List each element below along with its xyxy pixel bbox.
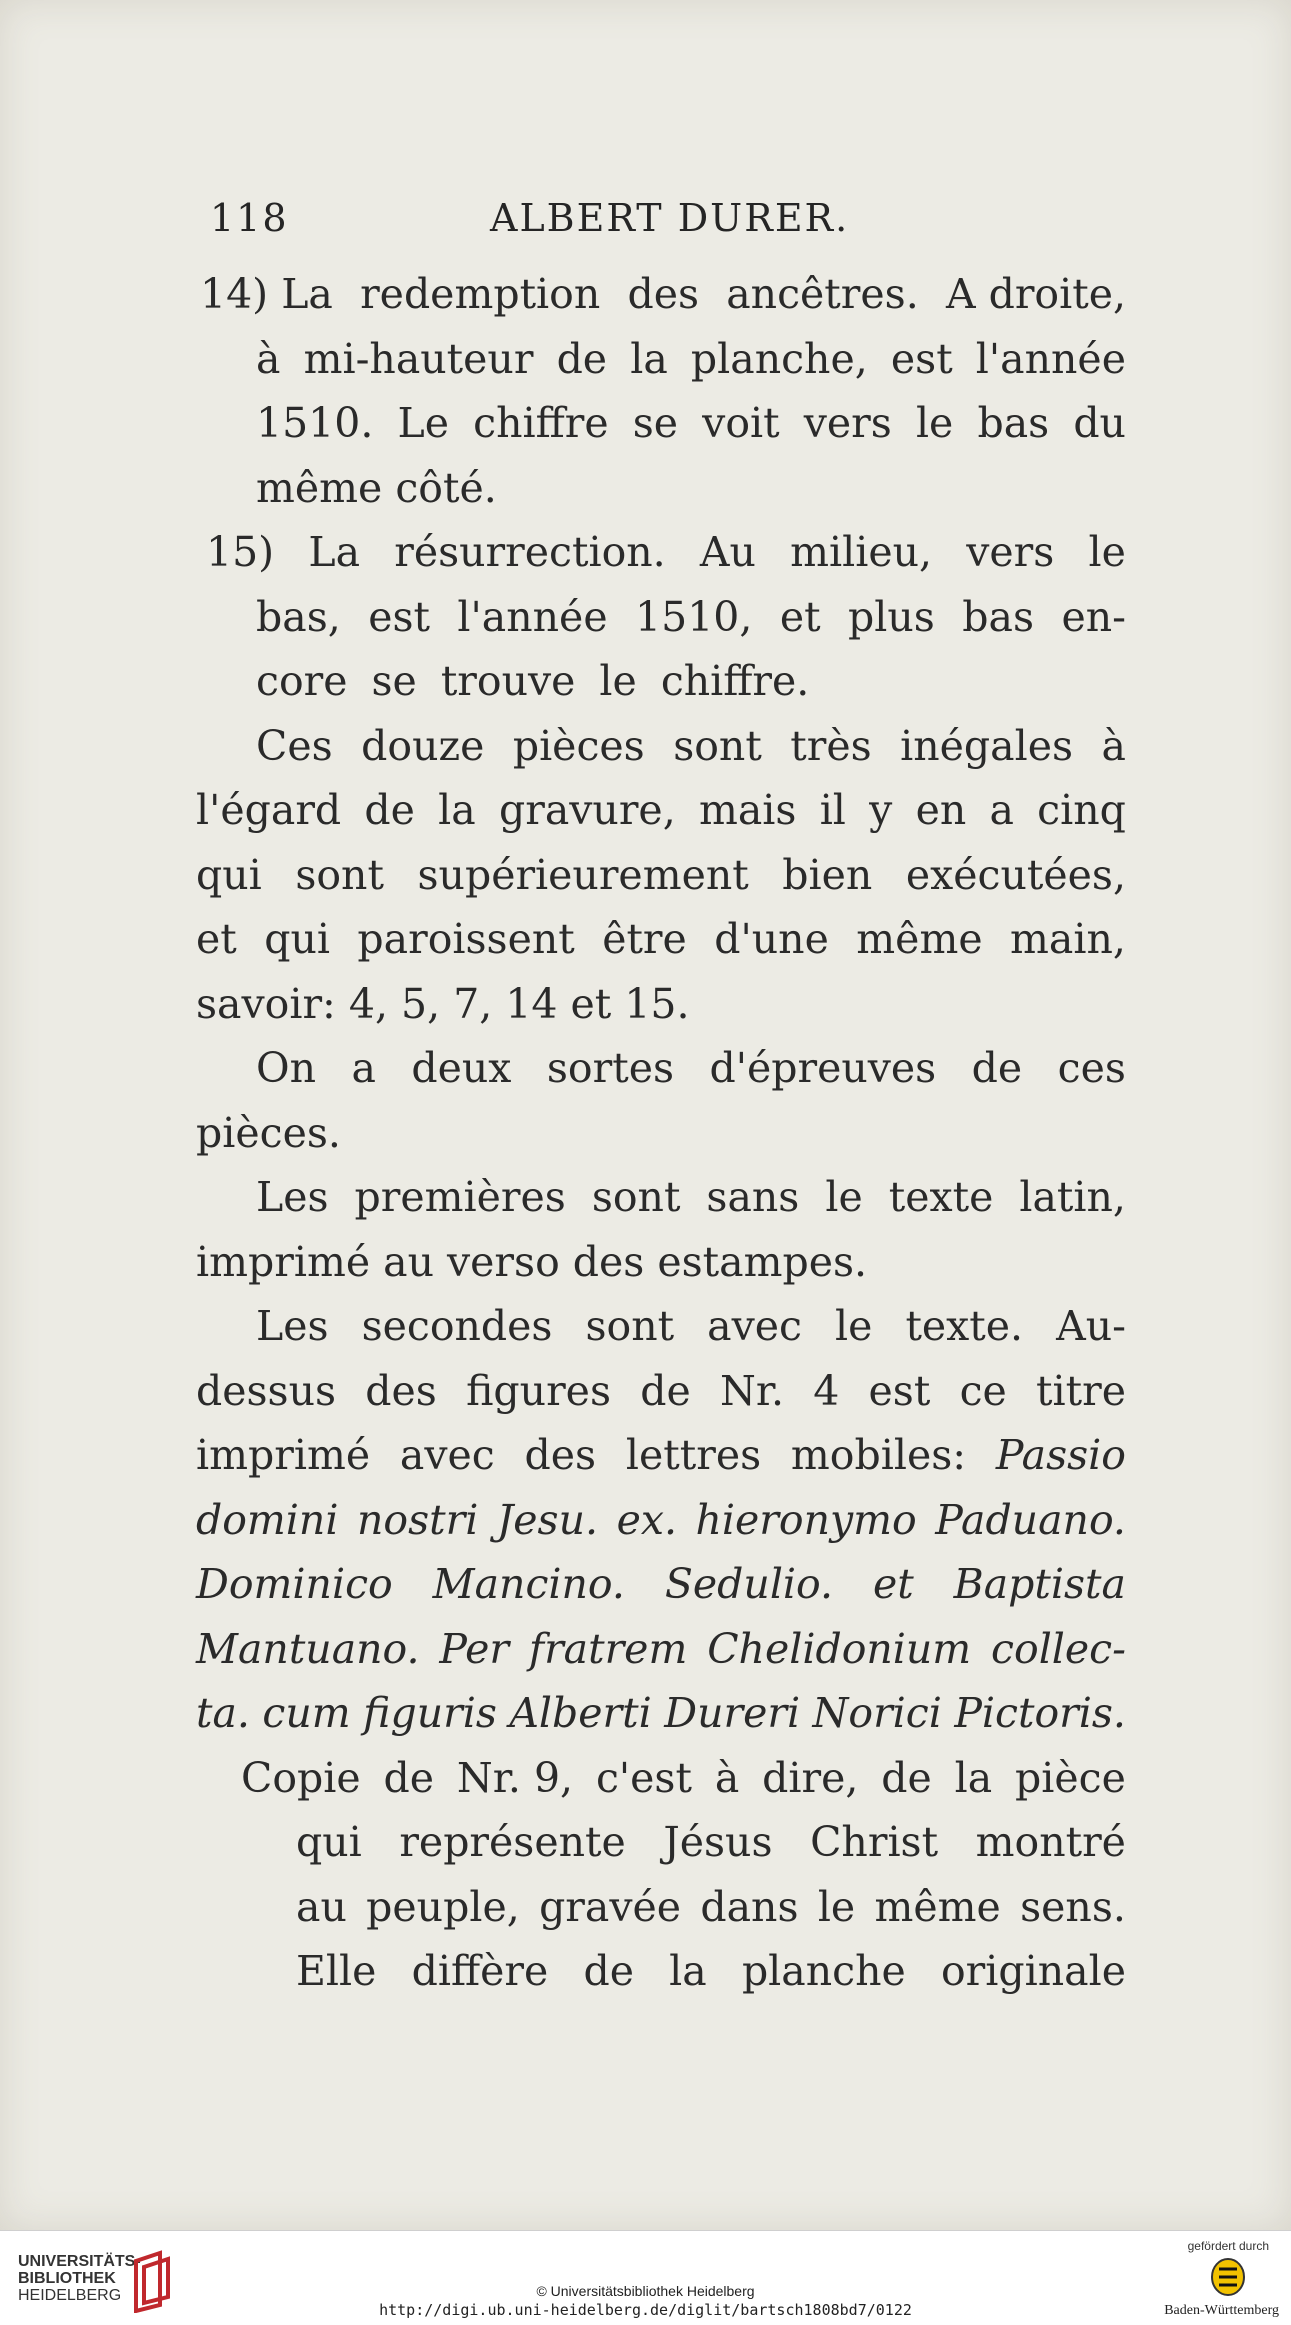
library-city-line: HEIDELBERG: [18, 2287, 122, 2304]
text-line: Les secondes sont avec le texte. Au-: [256, 1302, 1126, 1350]
text-line: bas, est l'année 1510, et plus bas en-: [256, 592, 1126, 641]
library-name-line: UNIVERSITÄTS-: [18, 2253, 141, 2270]
coat-of-arms-icon: [1210, 2257, 1246, 2297]
text-line: 15) La résurrection. Au milieu, vers le: [206, 528, 1126, 576]
sponsor-name: Baden-Württemberg: [1164, 2303, 1279, 2318]
copyright-notice: © Universitätsbibliothek Heidelberg: [536, 2283, 755, 2299]
text-line: qui représente Jésus Christ montré: [296, 1818, 1126, 1866]
text-line: pièces.: [196, 1108, 341, 1157]
text-line: et qui paroissent être d'une même main,: [196, 915, 1126, 963]
text-line: 14) La redemption des ancêtres. A droite,: [200, 270, 1126, 318]
text-line: savoir: 4, 5, 7, 14 et 15.: [196, 979, 690, 1028]
text-line: Elle diffère de la planche originale: [296, 1947, 1126, 1995]
text-line: l'égard de la gravure, mais il y en a cinq: [196, 786, 1126, 834]
text-line: imprimé au verso des estampes.: [196, 1237, 868, 1286]
text-line: à mi-hauteur de la planche, est l'année: [256, 334, 1126, 383]
text-line: On a deux sortes d'épreuves de ces: [256, 1044, 1126, 1092]
text-line: Dominico Mancino. Sedulio. et Baptista: [196, 1560, 1126, 1608]
text-line: Ces douze pièces sont très inégales à: [256, 721, 1126, 770]
sponsor-label: gefördert durch: [1187, 2239, 1269, 2253]
page-number: 118: [210, 196, 289, 240]
text-line: ta. cum figuris Alberti Dureri Norici Pictoris.: [196, 1689, 1126, 1737]
text-line: core se trouve le chiffre.: [256, 657, 810, 705]
text-line: Les premières sont sans le texte latin,: [256, 1173, 1126, 1221]
text-line: Mantuano. Per fratrem Chelidonium collec-: [196, 1624, 1126, 1673]
text-line: même côté.: [256, 463, 497, 512]
text-line: au peuple, gravée dans le même sens.: [296, 1882, 1126, 1931]
text-line: imprimé avec des lettres mobiles: Passio: [196, 1431, 1126, 1479]
permalink-url[interactable]: http://digi.ub.uni-heidelberg.de/diglit/bartsch1808bd7/0122: [379, 2301, 912, 2319]
viewer-footer: [0, 2230, 1291, 2325]
text-line: dessus des figures de Nr. 4 est ce titre: [196, 1366, 1126, 1415]
library-name-line: BIBLIOTHEK: [18, 2270, 116, 2287]
text-line: Copie de Nr. 9, c'est à dire, de la pièce: [241, 1753, 1126, 1802]
text-line: qui sont supérieurement bien exécutées,: [196, 850, 1126, 899]
body-text: [196, 262, 1126, 2004]
text-line: domini nostri Jesu. ex. hieronymo Paduano.: [196, 1495, 1126, 1544]
running-title: ALBERT DURER.: [490, 196, 850, 240]
text-line: 1510. Le chiffre se voit vers le bas du: [256, 399, 1126, 447]
